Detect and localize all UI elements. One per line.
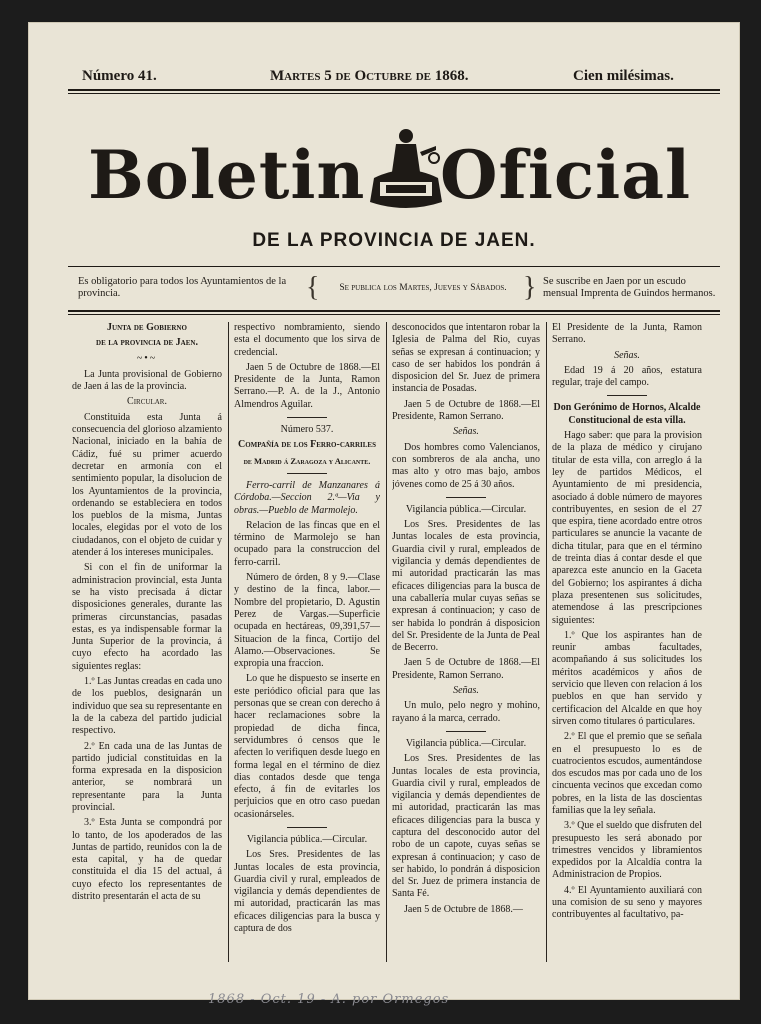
handwritten-annotation: 1868 - Oct. 19 - A. por Ormegos [208, 992, 450, 1007]
separator [287, 417, 327, 418]
col3-paragraph: Los Sres. Presidentes de las Juntas locales de esta provincia, Guardia civil y rural, empleados de vigilancia y demás dependientes de mi autoridad practicarán las mas eficaces diligencias para la busca de una caballería mular cuyas señas se expresan á continuacion; y caso de ser habida lo pondrán á disposicion del Sr. Presidente de la Junta de Peal de Becerro. [392, 519, 540, 654]
col2-paragraph: Los Sres. Presidentes de las Juntas locales de esta provincia, Guardia civil y rural, empleados de vigilancia y demás dependientes de mi autoridad, practicarán las mas eficaces diligencias para la busca y captura de dos [234, 849, 380, 935]
issue-price: Cien milésimas. [573, 68, 674, 84]
header-row [68, 68, 720, 88]
notice-bar [68, 272, 720, 306]
masthead-title-right: Oficial [440, 136, 692, 214]
col3-paragraph: desconocidos que intentaron robar la Iglesia de Palma del Rio, cuyas señas se expresan á continuacion; y caso de ser habidos los pondrán á disposicion del Sr. Juez de primera instancia de Posadas. [392, 322, 540, 395]
column-divider [386, 322, 387, 962]
notice-right: Se suscribe en Jaen por un escudo mensual Imprenta de Guindos hermanos. [543, 276, 716, 299]
col2-vigilancia: Vigilancia pública.—Circular. [246, 833, 368, 845]
col3-paragraph: Dos hombres como Valencianos, con sombreros de ala ancha, uno mas alto y otro mas bajo, ambos jóvenes como de 25 á 30 años. [392, 441, 540, 490]
col3-paragraph: Un mulo, pelo negro y mohino, rayano á la marca, cerrado. [392, 700, 540, 724]
col4-paragraph: 1.º Que los aspirantes han de reunir ambas facultades, acompañando á sus solicitudes los méritos académicos y años de servicio que lleven con relacion á los pueblos en que han servido y certificacion del Alcalde en que hoy sirven como titulares ó particulares. [552, 629, 702, 727]
ornament-divider-icon: ~•~ [136, 352, 158, 364]
separator [607, 395, 647, 396]
separator [287, 473, 327, 474]
column-4 [552, 322, 702, 962]
masthead [88, 118, 728, 218]
col2-paragraph: Ferro-carril de Manzanares á Córdoba.—Seccion 2.ª—Via y obras.—Pueblo de Marmolejo. [234, 479, 380, 516]
col4-paragraph: Edad 19 á 20 años, estatura regular, traje del campo. [552, 364, 702, 389]
col1-paragraph: Si con el fin de uniformar la administracion provincial, esta Junta se ha visto precisada á dictar disposiciones generales, durante las primeras circunstancias, pasadas estas, es ya indispensable formar la Junta Superior de la provincia, á cuyo efecto ha acordado las siguientes reglas: [72, 562, 222, 672]
col2-heading-2: de Madrid á Zaragoza y Alicante. [243, 455, 371, 466]
col2-heading-1: Compañía de los Ferro-carriles [238, 439, 376, 451]
col1-paragraph: 2.º En cada una de las Juntas de partido judicial constituidas en la forma expresada en la disposicion anterior, se nombrará un representante para la Junta provincial. [72, 740, 222, 813]
col1-paragraph: La Junta provisional de Gobierno de Jaen á las de la provincia. [72, 368, 222, 393]
col3-senas: Señas. [453, 426, 479, 438]
col4-paragraph: Hago saber: que para la provision de la plaza de médico y cirujano titular de esta villa, con arreglo á la ley de partidos Médicos, el Ayuntamiento de mi presidencia, asociado á doble número de mayores contribuyentes, en sesion de el 27 que espira, tiene acordado entre otros particulares se anuncie la vacante de dicha titular, para que en el término de treinta dias á contar desde el que aparezca este anuncio en la Gaceta del Gobierno; los aspirantes á dicha plaza presentenen sus solicitudes, atemendose á las prescripciones siguientes: [552, 430, 702, 626]
col3-vigilancia: Vigilancia pública.—Circular. [405, 503, 527, 515]
col2-paragraph: Relacion de las fincas que en el término de Marmolejo se han ocupado para la construccion del ferro-carril. [234, 519, 380, 568]
issue-date: Martes 5 de Octubre de 1868. [270, 68, 469, 84]
col3-paragraph: Los Sres. Presidentes de las Juntas locales de esta provincia, Guardia civil y rural, empleados de vigilancia y demás dependientes de mi autoridad, practicarán las mas eficaces diligencias para la busca y captura del desconocido autor del robo de un capote, cuyas señas se expresan á continuacion; y caso de ser habido, lo pondrán á disposicion del Sr. Juez de primera instancia de Santa Fé. [392, 753, 540, 900]
col2-paragraph: Lo que he dispuesto se inserte en este periódico oficial para que las personas que se crean con derecho á hacer reclamaciones sobre la propiedad de dicha finca, servidumbres ó censos que le afecten lo verifiquen desde luego en forma legal en el término de diez dias contados desde que tenga efecto, á fin de evitarles los perjuicios que en otro caso puedan ocasionárseles. [234, 673, 380, 820]
col2-number: Número 537. [280, 424, 334, 436]
col3-senas: Señas. [453, 685, 479, 697]
col1-heading-1: Junta de Gobierno [107, 322, 187, 333]
column-1 [72, 322, 222, 962]
notice-rule-bottom-thin [68, 314, 720, 315]
brace-left-icon: { [306, 272, 320, 303]
column-divider [228, 322, 229, 962]
separator [446, 497, 486, 498]
separator [446, 731, 486, 732]
col2-paragraph: Jaen 5 de Octubre de 1868.—El Presidente de la Junta, Ramon Serrano.—P. A. de la J., Antonio Almendros Aguilar. [234, 361, 380, 410]
notice-middle: Se publica los Martes, Jueves y Sábados. [339, 283, 507, 293]
notice-rule-top [68, 266, 720, 267]
col2-paragraph: Número de órden, 8 y 9.—Clase y destino de la finca, labor.—Nombre del propietario, D. Agustin Perez de Vargas.—Superficie ocupada en hectáreas, 09,391,57—Situacion de la finca, Cortijo del Alamo.—Observaciones. Se expropia una fraccion. [234, 572, 380, 670]
brace-right-icon: } [523, 272, 537, 303]
separator [287, 827, 327, 828]
col1-paragraph: 1.º Las Juntas creadas en cada uno de los pueblos, designarán un individuo que sea su representante en la de la cabeza del partido judicial respectivo. [72, 676, 222, 737]
col4-paragraph: El Presidente de la Junta, Ramon Serrano. [552, 322, 702, 346]
header-rule [68, 89, 720, 91]
header-rule-thin [68, 93, 720, 94]
column-2 [234, 322, 380, 962]
col3-paragraph: Jaen 5 de Octubre de 1868.—El Presidente, Ramon Serrano. [392, 657, 540, 681]
notice-rule-bottom [68, 310, 720, 312]
col4-paragraph: 3.º Que el sueldo que disfruten del presupuesto les será abonado por trimestres vencidos y libramientos expedidos por la Alcaldía contra la Administracion de Propios. [552, 820, 702, 881]
col1-circular: Circular. [127, 396, 167, 408]
col1-paragraph: 3.º Esta Junta se compondrá por lo tanto, de los apoderados de las Juntas de partido, reunidos con la de esta capital, y ha de quedar constituida el dia 15 del actual, á cuyo efecto los representantes de distrito presentarán el acta de su [72, 817, 222, 903]
masthead-subtitle: DE LA PROVINCIA DE JAEN. [252, 230, 536, 251]
coat-of-arms-icon [364, 122, 448, 214]
column-divider [546, 322, 547, 962]
col3-vigilancia: Vigilancia pública.—Circular. [405, 737, 527, 749]
col4-senas: Señas. [614, 349, 640, 361]
column-3 [392, 322, 540, 962]
col2-paragraph: respectivo nombramiento, siendo esta el documento que los sirva de credencial. [234, 322, 380, 358]
issue-number: Número 41. [82, 68, 157, 84]
masthead-title-left: Boletin [88, 136, 366, 214]
col3-paragraph: Jaen 5 de Octubre de 1868.—El Presidente, Ramon Serrano. [392, 398, 540, 423]
notice-left: Es obligatorio para todos los Ayuntamientos de la provincia. [78, 276, 287, 299]
col1-paragraph: Constituida esta Junta á consecuencia del glorioso alzamiento Nacional, iniciado en la bahía de Cádiz, fué su primer acuerdo decretar en armonía con el sentimiento popular, la disolucion de los Ayuntamientos de la provincia, ordenando se estableciera en todos los pueblos de la misma, Juntas locales, elegidas por el voto de los ciudadanos, con el objeto de cuidar y atender á los intereses municipales. [72, 411, 222, 559]
col4-paragraph: 4.º El Ayuntamiento auxiliará con una comision de su seno y mayores contribuyentes al facultativo, pa- [552, 884, 702, 921]
col3-paragraph: Jaen 5 de Octubre de 1868.— [404, 903, 523, 915]
col4-paragraph: 2.º El que el premio que se señala en el presupuesto lo es de cuatrocientos escudos, aumentándose dos escudos mas por cada uno de los cincuenta vecinos que excedan como pobres, en la lista de las doscientas familias que la ley señala. [552, 731, 702, 816]
col4-heading: Don Gerónimo de Hornos, Alcalde Constitucional de esta villa. [553, 402, 701, 426]
newspaper-page [28, 22, 740, 1007]
col1-heading-2: de la provincia de Jaen. [96, 337, 198, 349]
